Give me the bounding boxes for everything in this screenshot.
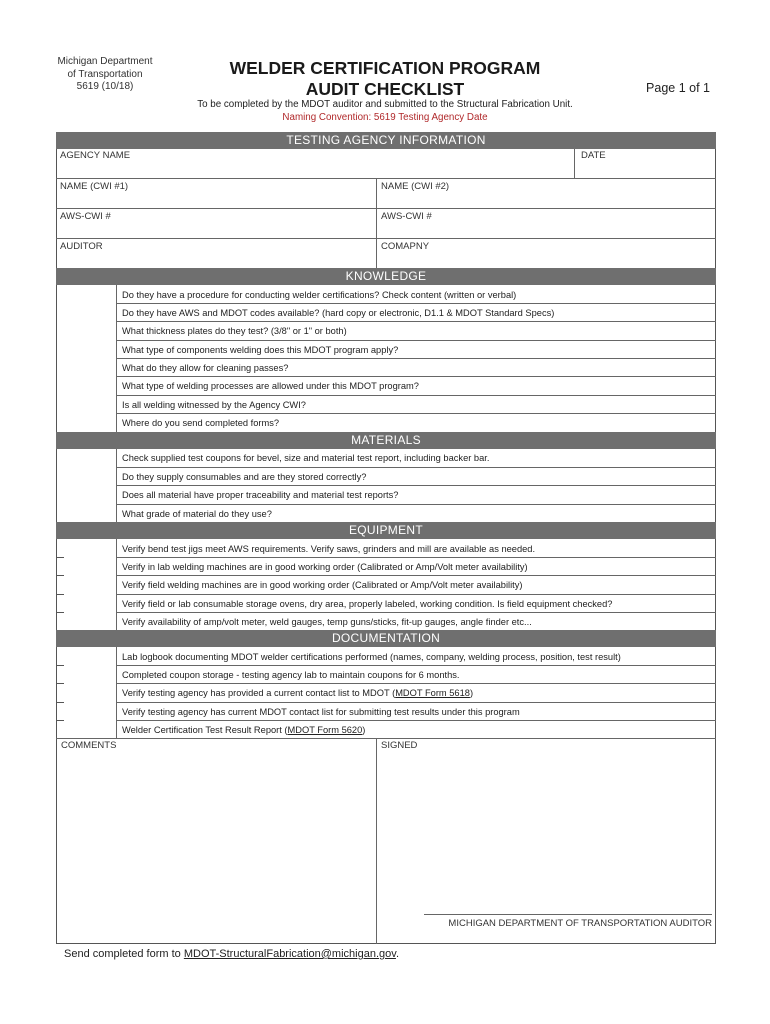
equipment-item-3: Verify field welding machines are in good working order (Calibrated or Amp/Volt meter availability) [122,580,523,590]
divider [116,303,716,304]
divider [116,467,716,468]
documentation-item-2: Completed coupon storage - testing agency lab to maintain coupons for 6 months. [122,670,460,680]
form-title [180,58,590,100]
mdot-form-5618-link[interactable]: MDOT Form 5618 [395,688,470,698]
documentation-item-4: Verify testing agency has current MDOT contact list for submitting test results under this program [122,707,520,717]
knowledge-item-6: What type of welding processes are allowed under this MDOT program? [122,381,419,391]
item-text: ) [469,688,474,698]
divider [56,238,716,239]
divider [376,178,377,268]
knowledge-item-4: What type of components welding does this MDOT program apply? [122,345,399,355]
equipment-item-5: Verify availability of amp/volt meter, weld gauges, temp guns/sticks, fit-up gauges, angle finder etc... [122,617,532,627]
aws-cwi-left-label: AWS-CWI # [60,211,111,222]
divider [116,504,716,505]
divider [574,149,575,178]
materials-item-1: Check supplied test coupons for bevel, size and material test report, including backer bar. [122,453,490,463]
knowledge-item-5: What do they allow for cleaning passes? [122,363,289,373]
divider [116,612,716,613]
section-header-materials: MATERIALS [56,432,716,449]
comments-label: COMMENTS [61,740,117,751]
title-line-1: WELDER CERTIFICATION PROGRAM [229,58,541,78]
agency-block [40,56,170,94]
name-cwi2-label: NAME (CWI #2) [381,181,450,192]
agency-name-label: AGENCY NAME [60,150,131,161]
blank-tick [56,702,64,703]
knowledge-item-7: Is all welding witnessed by the Agency CWI? [122,400,306,410]
divider [116,321,716,322]
divider [116,720,716,721]
page-number: Page 1 of 1 [646,81,710,95]
documentation-item-3 [122,688,473,698]
divider [116,647,117,738]
form-number: 5619 (10/18) [76,81,134,92]
divider [116,376,716,377]
instructions-text: To be completed by the MDOT auditor and submitted to the Structural Fabrication Unit. [197,99,573,110]
materials-item-3: Does all material have proper traceability and material test reports? [122,490,399,500]
equipment-item-2: Verify in lab welding machines are in good working order (Calibrated or Amp/Volt meter availability) [122,562,528,572]
auditor-label: AUDITOR [60,241,103,252]
blank-tick [56,612,64,613]
materials-item-2: Do they supply consumables and are they stored correctly? [122,472,367,482]
divider [116,358,716,359]
blank-tick [56,720,64,721]
blank-tick [56,665,64,666]
item-text: Welder Certification Test Result Report ( [122,725,288,735]
blank-tick [56,575,64,576]
email-link[interactable]: MDOT-StructuralFabrication@michigan.gov [183,948,396,960]
signature-line [424,914,712,915]
blank-tick [56,557,64,558]
divider [116,702,716,703]
signed-label: SIGNED [381,740,418,751]
knowledge-item-8: Where do you send completed forms? [122,418,280,428]
title-line-2: AUDIT CHECKLIST [305,79,465,99]
divider [376,738,377,944]
documentation-item-5 [122,725,365,735]
divider [116,485,716,486]
documentation-item-1: Lab logbook documenting MDOT welder certifications performed (names, company, welding process, position, test result) [122,652,621,662]
section-header-knowledge: KNOWLEDGE [56,268,716,285]
divider [116,575,716,576]
divider [56,738,716,739]
divider [116,557,716,558]
blank-tick [56,594,64,595]
aws-cwi-right-label: AWS-CWI # [381,211,432,222]
divider [56,178,716,179]
mdot-form-5620-link[interactable]: MDOT Form 5620 [287,725,363,735]
divider [116,395,716,396]
divider [116,340,716,341]
section-header-testing-agency: TESTING AGENCY INFORMATION [56,132,716,149]
divider [116,665,716,666]
naming-convention: Naming Convention: 5619 Testing Agency Date [282,112,488,123]
footer-text: Send completed form to [64,948,184,960]
item-text: Verify testing agency has provided a current contact list to MDOT ( [122,688,396,698]
knowledge-item-2: Do they have AWS and MDOT codes available? (hard copy or electronic, D1.1 & MDOT Standard Specs) [122,308,555,318]
divider [56,208,716,209]
divider [116,683,716,684]
auditor-caption: MICHIGAN DEPARTMENT OF TRANSPORTATION AUDITOR [448,918,712,929]
blank-tick [56,683,64,684]
divider [116,594,716,595]
agency-line-1: Michigan Department [57,56,153,67]
knowledge-item-1: Do they have a procedure for conducting welder certifications? Check content (written or verbal) [122,290,517,300]
equipment-item-4: Verify field or lab consumable storage ovens, dry area, properly labeled, working condition. Is field equipment checked? [122,599,613,609]
footer-note [64,948,399,960]
knowledge-item-3: What thickness plates do they test? (3/8" or 1" or both) [122,326,347,336]
date-label: DATE [581,150,606,161]
agency-line-2: of Transportation [67,68,143,80]
divider [116,413,716,414]
name-cwi1-label: NAME (CWI #1) [60,181,129,192]
divider [116,539,117,630]
footer-text: . [395,948,399,960]
section-header-documentation: DOCUMENTATION [56,630,716,647]
section-header-equipment: EQUIPMENT [56,522,716,539]
materials-item-4: What grade of material do they use? [122,509,272,519]
company-label: COMAPNY [381,241,430,252]
equipment-item-1: Verify bend test jigs meet AWS requirements. Verify saws, grinders and mill are available as needed. [122,544,536,554]
item-text: ) [362,725,366,735]
